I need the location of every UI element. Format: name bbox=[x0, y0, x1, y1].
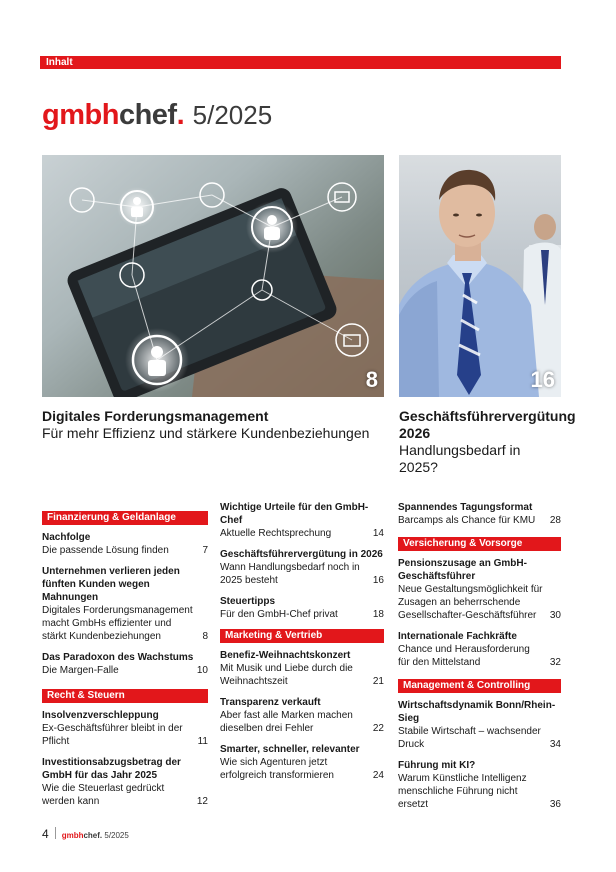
issue-number: 5/2025 bbox=[192, 100, 273, 130]
footer-brand-gmbh: gmbh bbox=[61, 831, 84, 840]
page-footer bbox=[42, 827, 129, 841]
brand-logo-dot: . bbox=[176, 99, 185, 131]
toc-entry[interactable] bbox=[220, 595, 384, 621]
toc-entry[interactable] bbox=[42, 756, 208, 808]
toc-entry-title: Wichtige Urteile für den GmbH-Chef bbox=[220, 502, 369, 526]
toc-entry[interactable] bbox=[220, 501, 384, 540]
toc-entry[interactable] bbox=[398, 501, 561, 527]
toc-entry-page: 8 bbox=[202, 631, 208, 642]
feature-title[interactable]: Geschäftsführervergütung 2026 bbox=[399, 408, 576, 441]
feature-page-number: 8 bbox=[365, 367, 378, 392]
toc-entry-title: Pensionszusage an GmbH-Geschäftsführer bbox=[398, 558, 527, 582]
toc-entry-desc: Für den GmbH-Chef privat bbox=[220, 609, 338, 620]
toc-entry[interactable] bbox=[398, 630, 561, 669]
toc-entry-desc: Die Margen-Falle bbox=[42, 665, 119, 676]
section-heading: Finanzierung & Geldanlage bbox=[42, 511, 208, 525]
toc-entry-desc: Warum Künstliche Intelligenz menschliche Führung nicht ersetzt bbox=[398, 773, 527, 810]
toc-entry-title: Steuertipps bbox=[220, 596, 276, 607]
toc-entry[interactable] bbox=[42, 565, 208, 643]
toc-entry[interactable] bbox=[220, 696, 384, 735]
section-heading: Marketing & Vertrieb bbox=[220, 629, 384, 643]
brand-logo-gmbh: gmbh bbox=[42, 99, 119, 131]
feature-image-tablet[interactable] bbox=[42, 155, 384, 397]
footer-divider bbox=[55, 827, 56, 839]
toc-entry[interactable] bbox=[220, 548, 384, 587]
toc-entry-page: 21 bbox=[372, 676, 384, 687]
toc-entry-page: 18 bbox=[372, 609, 384, 620]
toc-entry-page: 32 bbox=[549, 657, 561, 668]
toc-entry-desc: Mit Musik und Liebe durch die Weihnachtszeit bbox=[220, 663, 353, 687]
toc-entry-title: Insolvenzverschleppung bbox=[42, 710, 159, 721]
toc-entry-desc: Aber fast alle Marken machen dieselben drei Fehler bbox=[220, 710, 353, 734]
businessman-illustration bbox=[399, 155, 561, 397]
tablet-network-illustration bbox=[42, 155, 384, 397]
toc-entry-desc: Stabile Wirtschaft – wachsender Druck bbox=[398, 726, 541, 750]
toc-entry[interactable] bbox=[42, 531, 208, 557]
toc-entry-page: 34 bbox=[549, 739, 561, 750]
toc-entry-title: Unternehmen verlieren jeden fünften Kunden wegen Mahnungen bbox=[42, 566, 180, 603]
toc-entry-page: 12 bbox=[196, 796, 208, 807]
toc-entry-page: 14 bbox=[372, 528, 384, 539]
toc-entry[interactable] bbox=[398, 759, 561, 811]
toc-entry-title: Benefiz-Weihnachtskonzert bbox=[220, 650, 351, 661]
toc-entry-title: Nachfolge bbox=[42, 532, 91, 543]
toc-entry-title: Das Paradoxon des Wachstums bbox=[42, 652, 194, 663]
toc-entry-desc: Digitales Forderungsmanagement macht GmbHs effizienter und stärkt Kundenbeziehungen bbox=[42, 605, 193, 642]
masthead bbox=[42, 99, 272, 133]
feature-page-number: 16 bbox=[530, 367, 555, 392]
feature-title[interactable]: Digitales Forderungsmanagement bbox=[42, 408, 269, 424]
toc-entry-page: 24 bbox=[372, 770, 384, 781]
toc-entry-title: Führung mit KI? bbox=[398, 760, 476, 771]
toc-column-2 bbox=[220, 501, 384, 790]
toc-entry-desc: Wie die Steuerlast gedrückt werden kann bbox=[42, 783, 165, 807]
toc-column-1 bbox=[42, 511, 208, 816]
toc-entry-page: 30 bbox=[549, 610, 561, 621]
feature-subtitle: Für mehr Effizienz und stärkere Kundenbeziehungen bbox=[42, 425, 370, 441]
footer-page-number: 4 bbox=[42, 827, 49, 841]
toc-entry[interactable] bbox=[42, 651, 208, 677]
toc-entry-page: 11 bbox=[197, 736, 208, 747]
toc-entry[interactable] bbox=[398, 557, 561, 622]
section-label: Inhalt bbox=[46, 57, 73, 68]
toc-entry-title: Spannendes Tagungsformat bbox=[398, 502, 533, 513]
toc-entry-desc: Barcamps als Chance für KMU bbox=[398, 515, 536, 526]
toc-entry[interactable] bbox=[398, 699, 561, 751]
toc-entry-title: Investitionsabzugsbetrag der GmbH für das Jahr 2025 bbox=[42, 757, 181, 781]
toc-entry-desc: Die passende Lösung finden bbox=[42, 545, 169, 556]
toc-entry-title: Wirtschaftsdynamik Bonn/Rhein-Sieg bbox=[398, 700, 556, 724]
toc-entry[interactable] bbox=[220, 743, 384, 782]
toc-entry-title: Internationale Fachkräfte bbox=[398, 631, 517, 642]
toc-entry-desc: Wie sich Agenturen jetzt erfolgreich transformieren bbox=[220, 757, 334, 781]
toc-entry-title: Smarter, schneller, relevanter bbox=[220, 744, 360, 755]
toc-entry-page: 7 bbox=[202, 545, 208, 556]
footer-issue: 5/2025 bbox=[102, 831, 129, 840]
toc-entry-desc: Chance und Herausforderung für den Mittelstand bbox=[398, 644, 530, 668]
section-heading: Management & Controlling bbox=[398, 679, 561, 693]
toc-entry-page: 22 bbox=[372, 723, 384, 734]
brand-logo-chef: chef bbox=[118, 99, 177, 131]
toc-entry-page: 36 bbox=[549, 799, 561, 810]
toc-entry-title: Transparenz verkauft bbox=[220, 697, 321, 708]
toc-entry[interactable] bbox=[42, 709, 208, 748]
toc-entry-title: Geschäftsführervergütung in 2026 bbox=[220, 549, 383, 560]
toc-entry-page: 10 bbox=[196, 665, 208, 676]
toc-entry-page: 16 bbox=[372, 575, 384, 586]
toc-entry-page: 28 bbox=[549, 515, 561, 526]
toc-entry[interactable] bbox=[220, 649, 384, 688]
toc-entry-desc: Neue Gestaltungsmöglichkeit für Zusagen an beherrschende Gesellschafter-Geschäftsführer bbox=[398, 584, 543, 621]
toc-entry-desc: Aktuelle Rechtsprechung bbox=[220, 528, 332, 539]
toc-entry-desc: Wann Handlungsbedarf noch in 2025 besteht bbox=[220, 562, 360, 586]
footer-brand-chef: chef. bbox=[83, 831, 103, 840]
toc-entry-desc: Ex-Geschäftsführer bleibt in der Pflicht bbox=[42, 723, 183, 747]
feature-subtitle: Handlungsbedarf in 2025? bbox=[399, 442, 521, 475]
section-heading: Recht & Steuern bbox=[42, 689, 208, 703]
section-bar bbox=[40, 56, 561, 69]
feature-image-businessman[interactable] bbox=[399, 155, 561, 397]
toc-column-3 bbox=[398, 501, 561, 819]
section-heading: Versicherung & Vorsorge bbox=[398, 537, 561, 551]
